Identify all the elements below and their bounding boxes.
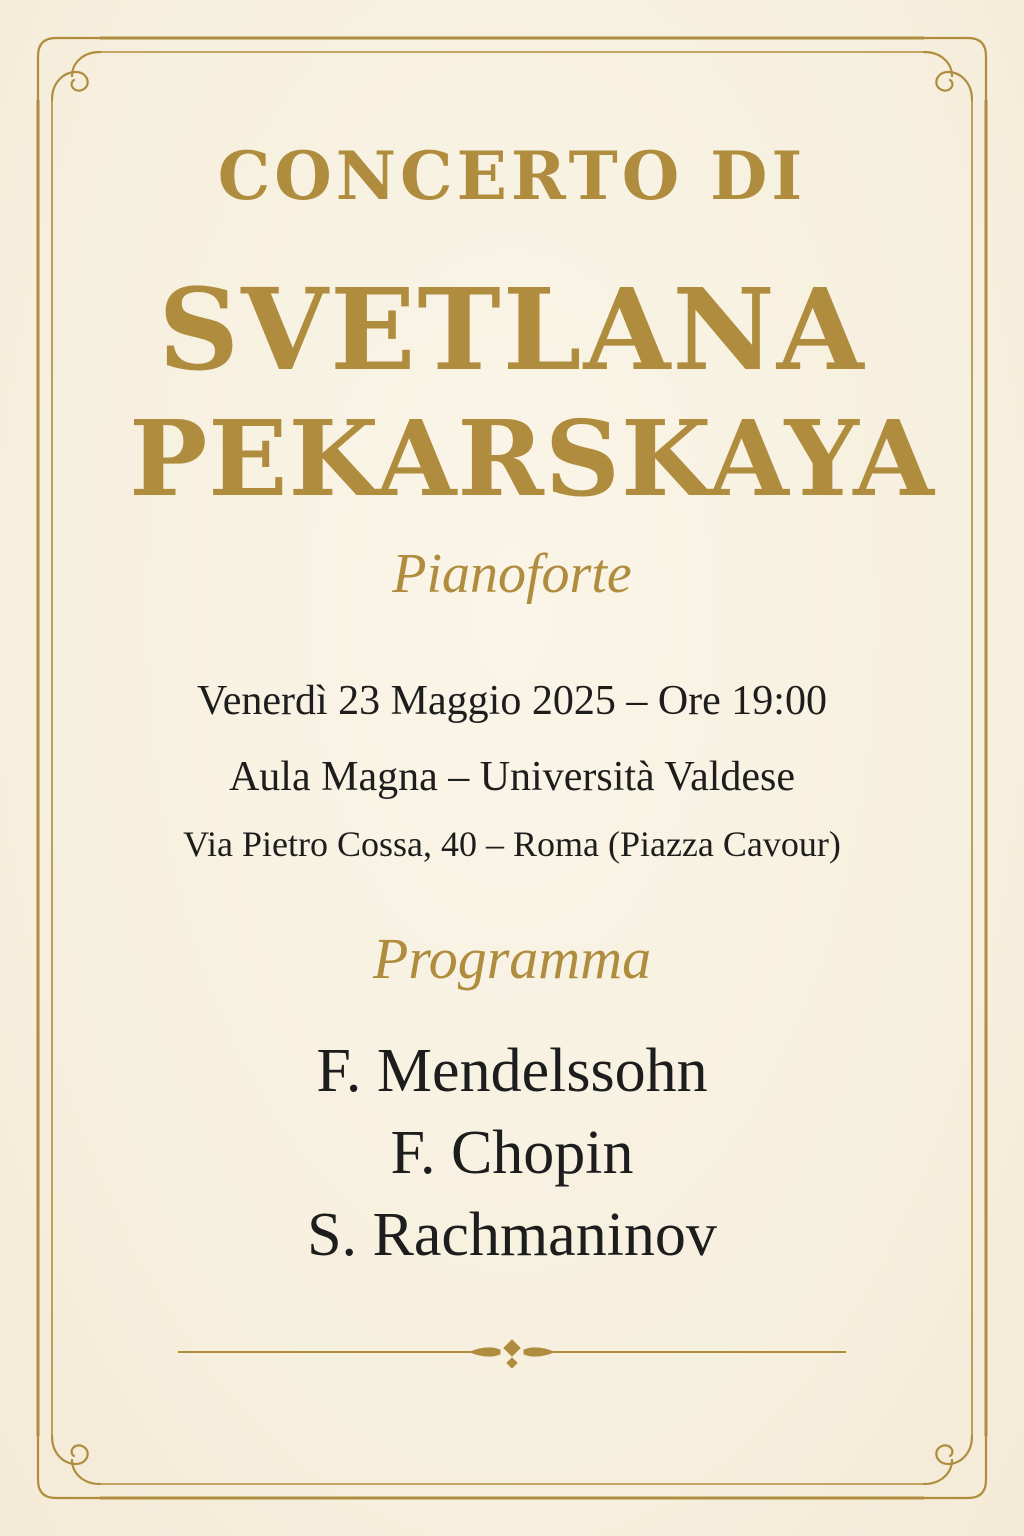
event-venue: Aula Magna – Università Valdese <box>228 754 796 800</box>
composer-list <box>0 1030 1024 1276</box>
scroll-corner-icon-top-right <box>924 38 986 100</box>
diamond-divider-icon <box>170 1336 854 1368</box>
concert-kicker: CONCERTO DI <box>217 137 807 215</box>
instrument-label: Pianoforte <box>392 543 632 605</box>
composer-item: F. Chopin <box>390 1119 634 1187</box>
scroll-corner-icon-top-left <box>38 38 100 100</box>
performer-last-name: PEKARSKAYA <box>129 397 935 520</box>
event-date-time: Venerdì 23 Maggio 2025 – Ore 19:00 <box>197 678 827 724</box>
composer-item: F. Mendelssohn <box>316 1037 708 1105</box>
program-heading: Programma <box>372 926 652 991</box>
performer-first-name: SVETLANA <box>158 265 866 396</box>
event-address: Via Pietro Cossa, 40 – Roma (Piazza Cavour) <box>183 824 841 864</box>
composer-item: S. Rachmaninov <box>307 1201 717 1269</box>
scroll-corner-icon-bottom-left <box>38 1436 100 1498</box>
scroll-corner-icon-bottom-right <box>924 1436 986 1498</box>
